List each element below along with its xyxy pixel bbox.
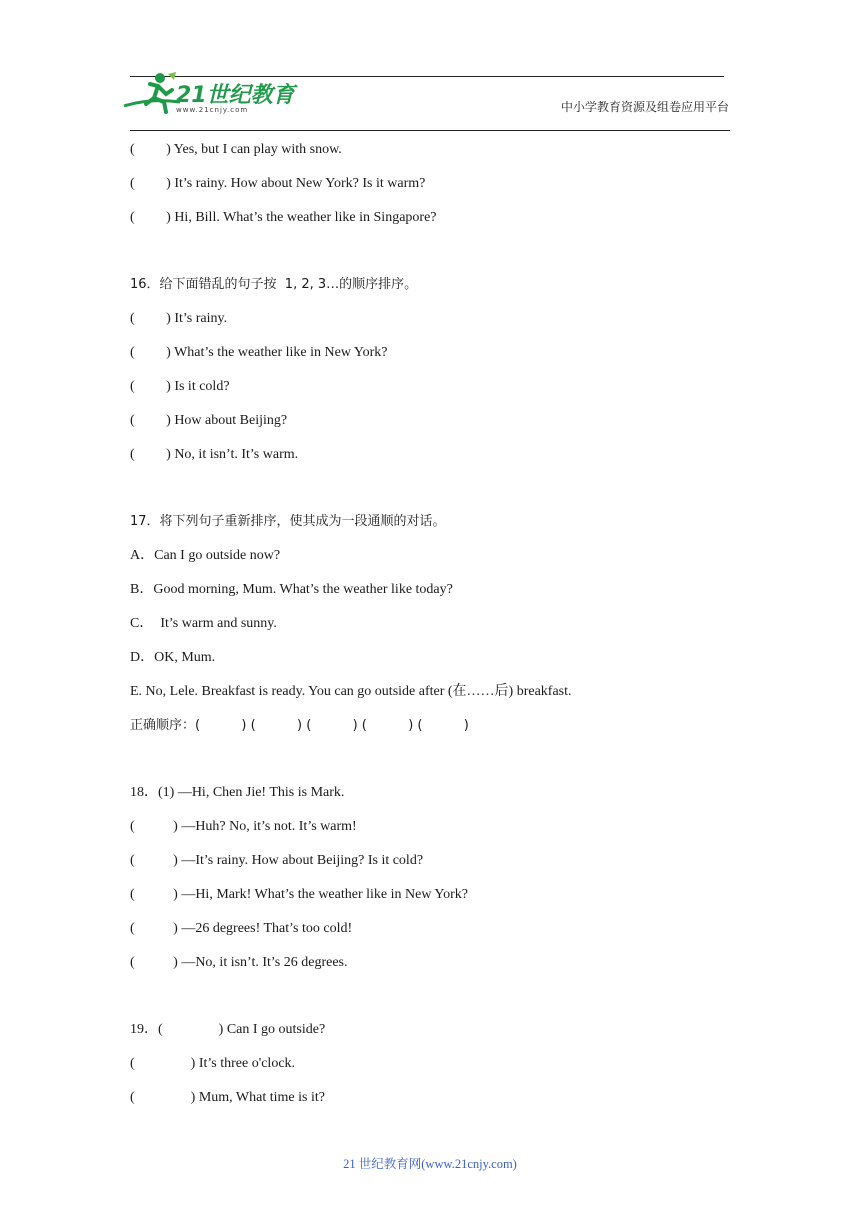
question-18-title: 18．(1) —Hi, Chen Jie! This is Mark. xyxy=(130,785,345,800)
list-item: ( ) Is it cold? xyxy=(130,379,230,394)
header-platform-text: 中小学教育资源及组卷应用平台 xyxy=(560,100,729,114)
list-item: ( ) How about Beijing? xyxy=(130,413,288,428)
list-item: ( ) —26 degrees! That’s too cold! xyxy=(130,921,353,936)
list-item: ( ) No, it isn’t. It’s warm. xyxy=(130,447,299,462)
question-17-title: 17．将下列句子重新排序，使其成为一段通顺的对话。 xyxy=(130,514,446,529)
list-item: ( ) It’s three o'clock. xyxy=(130,1056,296,1071)
list-item: ( ) —No, it isn’t. It’s 26 degrees. xyxy=(130,955,348,970)
list-item: ( ) —It’s rainy. How about Beijing? Is it cold? xyxy=(130,853,424,868)
logo-url: www.21cnjy.com xyxy=(176,106,249,114)
answer-order-line: 正确顺序：( ) ( ) ( ) ( ) ( ) xyxy=(130,718,469,733)
list-item: E. No, Lele. Breakfast is ready. You can go outside after (在……后) breakfast. xyxy=(130,684,572,699)
question-19-title: 19．( ) Can I go outside? xyxy=(130,1022,326,1037)
list-item: ( ) Hi, Bill. What’s the weather like in Singapore? xyxy=(130,210,437,225)
list-item: C． It’s warm and sunny. xyxy=(130,616,277,631)
logo-text: 21世纪教育 xyxy=(176,83,295,108)
header-bottom-rule xyxy=(130,130,730,131)
list-item: D．OK, Mum. xyxy=(130,650,216,665)
list-item: ( ) —Hi, Mark! What’s the weather like in New York? xyxy=(130,887,469,902)
list-item: A．Can I go outside now? xyxy=(130,548,281,563)
list-item: ( ) It’s rainy. How about New York? Is it warm? xyxy=(130,176,426,191)
list-item: B．Good morning, Mum. What’s the weather like today? xyxy=(130,582,453,597)
list-item: ( ) What’s the weather like in New York? xyxy=(130,345,388,360)
list-item: ( ) Mum, What time is it? xyxy=(130,1090,325,1105)
list-item: ( ) Yes, but I can play with snow. xyxy=(130,142,342,157)
footer-link[interactable]: 21 世纪教育网(www.21cnjy.com) xyxy=(343,1157,517,1171)
list-item: ( ) —Huh? No, it’s not. It’s warm! xyxy=(130,819,357,834)
question-16-title: 16．给下面错乱的句子按 1, 2, 3…的顺序排序。 xyxy=(130,277,418,292)
list-item: ( ) It’s rainy. xyxy=(130,311,228,326)
